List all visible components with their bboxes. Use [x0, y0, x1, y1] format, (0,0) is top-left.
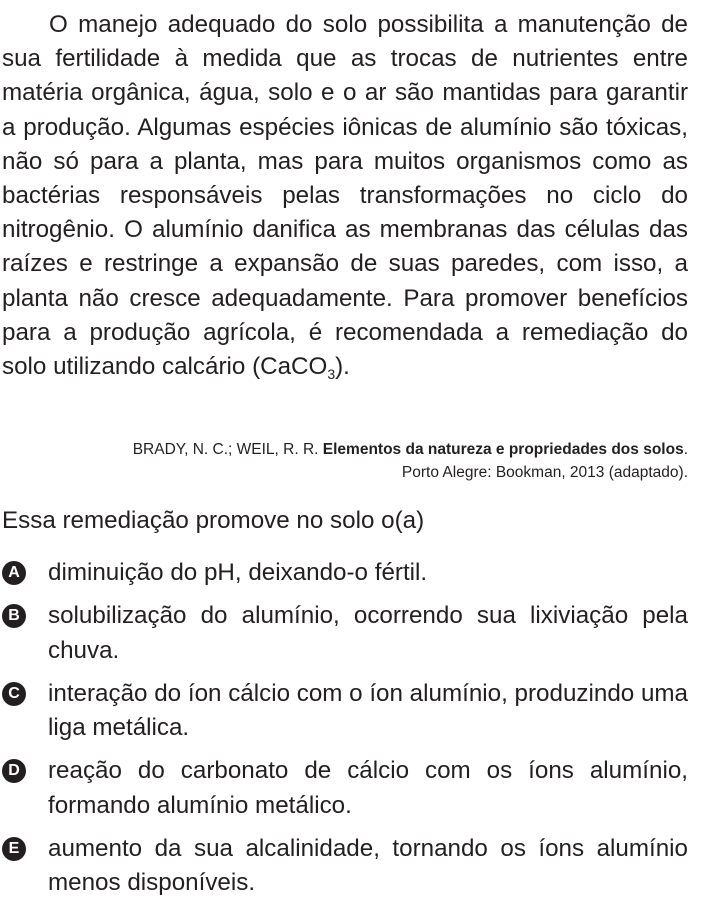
option-a-letter-icon: A: [2, 561, 26, 585]
option-e-text: aumento da sua alcalinidade, tornando os íons alumínio menos disponíveis.: [48, 834, 688, 896]
option-c[interactable]: [2, 677, 688, 746]
citation-title-end: .: [683, 441, 688, 458]
option-a-text: diminuição do pH, deixando-o fértil.: [48, 559, 428, 586]
option-b-text: solubilização do alumínio, ocorrendo sua lixiviação pela chuva.: [48, 602, 688, 664]
passage-paragraph: [2, 8, 688, 384]
answer-options: [2, 556, 688, 909]
citation-authors: BRADY, N. C.; WEIL, R. R.: [132, 441, 323, 458]
option-e[interactable]: [2, 832, 688, 901]
option-c-letter-icon: C: [2, 682, 26, 706]
citation-title: Elementos da natureza e propriedades dos solos: [322, 441, 684, 458]
option-d[interactable]: [2, 754, 688, 823]
option-b-letter-icon: B: [2, 604, 26, 628]
passage-text-end: ).: [335, 353, 350, 381]
citation-line-1: [133, 439, 688, 462]
option-c-text: interação do íon cálcio com o íon alumínio, produzindo uma liga metálica.: [48, 679, 689, 741]
citation-publisher: Porto Alegre: Bookman, 2013 (adaptado).: [401, 463, 688, 481]
subscript-3: 3: [327, 366, 336, 383]
option-d-letter-icon: D: [2, 759, 26, 783]
option-b[interactable]: [2, 599, 688, 668]
question-prompt: Essa remediação promove no solo o(a): [2, 507, 425, 534]
citation: [133, 439, 688, 484]
option-d-text: reação do carbonato de cálcio com os íons alumínio, formando alumínio metálico.: [48, 757, 688, 819]
passage: [2, 8, 688, 384]
option-e-letter-icon: E: [2, 837, 26, 861]
passage-text: O manejo adequado do solo possibilita a manutenção de sua fertilidade à medida que as trocas de nutrientes entre matéria orgânica, água, solo e o ar são mantidas para garantir a produção. Algumas espécies iônicas de alumínio são tóxicas, não só para a planta, mas para muitos organismos como as bactérias responsáveis pelas transformações no ciclo do nitrogênio. O alumínio danifica as membranas das células das raízes e restringe a expansão de suas paredes, com isso, a planta não cresce adequadamente. Para promover benefícios para a produção agrícola, é recomendada a remediação do solo utilizando calcário (CaCO: [2, 11, 688, 381]
option-a[interactable]: [2, 556, 688, 591]
